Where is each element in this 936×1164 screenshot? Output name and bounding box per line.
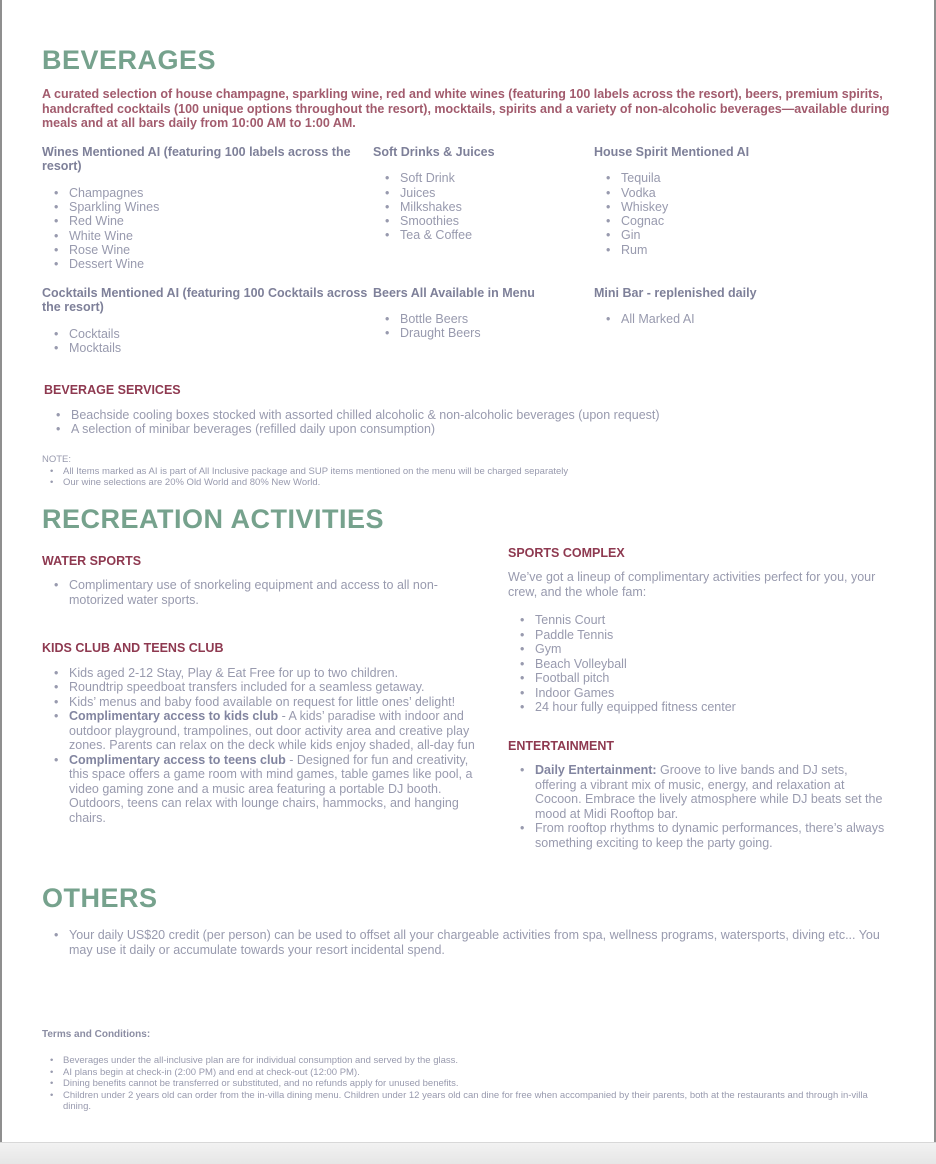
list-item: • Juices [385, 186, 594, 200]
beverage-services [42, 383, 890, 436]
terms-list [42, 1055, 890, 1113]
list-item: • Tequila [606, 171, 890, 185]
section-recreation [42, 505, 890, 851]
wines-column [42, 145, 373, 272]
list-item: • Draught Beers [385, 326, 594, 340]
kids-club-heading: KIDS CLUB AND TEENS CLUB [42, 641, 224, 656]
list-item: • Our wine selections are 20% Old World and 80% New World. [50, 477, 890, 489]
beverages-columns-row2 [42, 286, 890, 356]
list-item: • Complimentary access to kids club - A kids’ paradise with indoor and outdoor playground, trampolines, out door activity area and creative play zones. Parents can relax on the deck while kids enjoy shaded, all-day fun [54, 709, 482, 753]
list-item: • Complimentary use of snorkeling equipment and access to all non-motorized water sports. [54, 578, 482, 607]
list-item: • Tennis Court [520, 613, 890, 628]
list-item: • Beverages under the all-inclusive plan are for individual consumption and served by the glass. [50, 1055, 890, 1067]
recreation-left-column [42, 546, 508, 851]
list-item: • Rum [606, 243, 890, 257]
list-item: • Sparkling Wines [54, 200, 373, 214]
sports-complex-intro: We’ve got a lineup of complimentary activities perfect for you, your crew, and the whole fam: [508, 570, 876, 599]
list-item: • Indoor Games [520, 686, 890, 701]
page-edge [0, 1142, 936, 1164]
house-spirit-list [594, 171, 890, 257]
section-others [42, 884, 890, 957]
list-item: • White Wine [54, 229, 373, 243]
water-sports-list [42, 578, 482, 607]
water-sports-heading: WATER SPORTS [42, 553, 142, 568]
list-item: • Tea & Coffee [385, 228, 594, 242]
beverage-services-list [44, 408, 890, 437]
mini-bar-heading: Mini Bar - replenished daily [594, 285, 757, 300]
beers-heading: Beers All Available in Menu [373, 285, 535, 300]
recreation-title: RECREATION ACTIVITIES [42, 503, 385, 534]
list-item: • Mocktails [54, 341, 373, 355]
soft-drinks-list [373, 171, 594, 242]
list-item: • Football pitch [520, 671, 890, 686]
list-item: • AI plans begin at check-in (2:00 PM) and end at check-out (12:00 PM). [50, 1067, 890, 1079]
note-list [42, 466, 890, 489]
beers-column [373, 286, 594, 356]
recreation-right-column [508, 546, 890, 851]
list-item: • Bottle Beers [385, 312, 594, 326]
house-spirit-column [594, 145, 890, 272]
mini-bar-list [594, 312, 890, 326]
list-item: • Your daily US$20 credit (per person) can be used to offset all your chargeable activities from spa, wellness programs, watersports, diving etc... You may use it daily or accumulate towards your resort incidental spend. [54, 928, 890, 957]
list-item: • Kids’ menus and baby food available on request for little ones’ delight! [54, 695, 482, 710]
section-beverages [42, 46, 890, 489]
list-item: • From rooftop rhythms to dynamic performances, there’s always something exciting to keep the party going. [520, 821, 890, 850]
list-item: • Dining benefits cannot be transferred or substituted, and no refunds apply for unused benefits. [50, 1078, 890, 1090]
mini-bar-column [594, 286, 890, 356]
cocktails-column [42, 286, 373, 356]
list-item: • Rose Wine [54, 243, 373, 257]
beverages-columns-row1 [42, 145, 890, 272]
list-item: • Cognac [606, 214, 890, 228]
entertainment-heading: ENTERTAINMENT [508, 738, 615, 753]
cocktails-list [42, 327, 373, 356]
others-title: OTHERS [42, 883, 158, 914]
list-item: • Paddle Tennis [520, 628, 890, 643]
entertainment-list [508, 763, 890, 850]
section-terms [42, 1029, 890, 1113]
beverages-note [42, 454, 890, 489]
list-item: • All Marked AI [606, 312, 890, 326]
list-item: • Kids aged 2-12 Stay, Play & Eat Free for up to two children. [54, 666, 482, 681]
recreation-columns [42, 546, 890, 851]
beverages-title: BEVERAGES [42, 45, 217, 75]
list-item: • Children under 2 years old can order from the in-villa dining menu. Children under 12 years old can dine for free when accompanied by their parents, both at the restaurants and through in-villa dining. [50, 1090, 890, 1113]
list-item: • Gin [606, 228, 890, 242]
house-spirit-heading: House Spirit Mentioned AI [594, 144, 750, 159]
list-item: • Beachside cooling boxes stocked with assorted chilled alcoholic & non-alcoholic beverages (upon request) [56, 408, 890, 422]
list-item: • Smoothies [385, 214, 594, 228]
list-item: • Soft Drink [385, 171, 594, 185]
list-item: • All Items marked as AI is part of All Inclusive package and SUP items mentioned on the menu will be charged separately [50, 466, 890, 478]
list-item: • Gym [520, 642, 890, 657]
sports-complex-heading: SPORTS COMPLEX [508, 545, 625, 560]
sports-complex-list [508, 613, 890, 715]
beverage-services-heading: BEVERAGE SERVICES [44, 383, 181, 398]
beverages-intro: A curated selection of house champagne, sparkling wine, red and white wines (featuring 100 labels across the resort), beers, premium spirits, handcrafted cocktails (100 unique options throughout the resort), mocktails, spirits and a variety of non-alcoholic beverages—available during meals and at all bars daily from 10:00 AM to 1:00 AM. [42, 87, 890, 131]
list-item: • A selection of minibar beverages (refilled daily upon consumption) [56, 422, 890, 436]
list-item: • 24 hour fully equipped fitness center [520, 700, 890, 715]
soft-drinks-column [373, 145, 594, 272]
list-item: • Cocktails [54, 327, 373, 341]
list-item: • Roundtrip speedboat transfers included for a seamless getaway. [54, 680, 482, 695]
list-item: • Red Wine [54, 214, 373, 228]
wines-heading: Wines Mentioned AI (featuring 100 labels across the resort) [42, 144, 351, 174]
list-item: • Dessert Wine [54, 257, 373, 271]
list-item: • Milkshakes [385, 200, 594, 214]
soft-drinks-heading: Soft Drinks & Juices [373, 144, 495, 159]
terms-heading: Terms and Conditions: [42, 1029, 151, 1041]
kids-club-list [42, 666, 482, 826]
list-item: • Whiskey [606, 200, 890, 214]
beers-list [373, 312, 594, 341]
list-item: • Champagnes [54, 186, 373, 200]
list-item: • Daily Entertainment: Groove to live bands and DJ sets, offering a vibrant mix of music, energy, and relaxation at Cocoon. Embrace the lively atmosphere while DJ beats set the mood at Midi Rooftop bar. [520, 763, 890, 821]
others-list [42, 928, 890, 957]
list-item: • Beach Volleyball [520, 657, 890, 672]
list-item: • Complimentary access to teens club - Designed for fun and creativity, this space offers a game room with mind games, table games like pool, a video gaming zone and a music area featuring a portable DJ booth. Outdoors, teens can relax with lounge chairs, hammocks, and hanging chairs. [54, 753, 482, 826]
list-item: • Vodka [606, 186, 890, 200]
cocktails-heading: Cocktails Mentioned AI (featuring 100 Cocktails across the resort) [42, 285, 368, 315]
note-label: NOTE: [42, 454, 72, 466]
wines-list [42, 186, 373, 272]
